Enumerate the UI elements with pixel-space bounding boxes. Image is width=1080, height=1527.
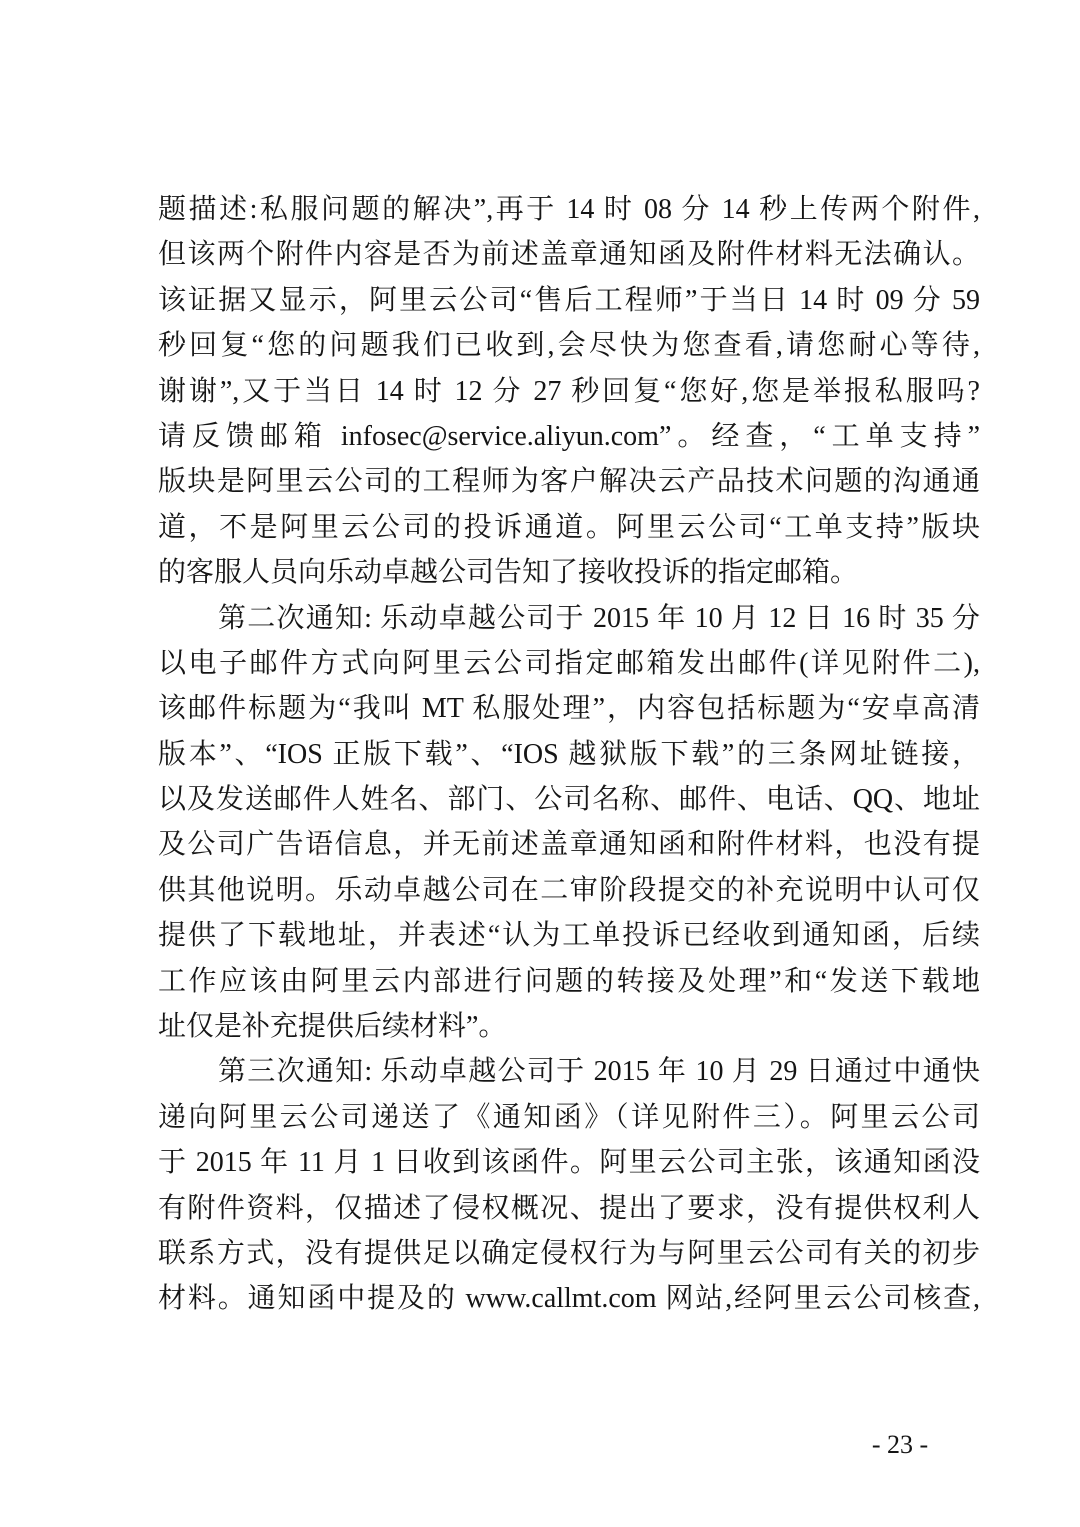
text-line: 道，不是阿里云公司的投诉通道。阿里云公司“工单支持”版块 <box>158 511 980 543</box>
text-line: 联系方式，没有提供足以确定侵权行为与阿里云公司有关的初步 <box>158 1237 980 1269</box>
text-line: 的客服人员向乐动卓越公司告知了接收投诉的指定邮箱。 <box>158 557 859 589</box>
text-line: 有附件资料，仅描述了侵权概况、提出了要求，没有提供权利人 <box>158 1192 980 1224</box>
text-line: 递向阿里云公司递送了《通知函》（详见附件三）。阿里云公司 <box>158 1101 980 1133</box>
text-line: 该邮件标题为“我叫 MT 私服处理”，内容包括标题为“安卓高清 <box>158 693 980 725</box>
text-line: 版块是阿里云公司的工程师为客户解决云产品技术问题的沟通通 <box>158 466 980 498</box>
body-text <box>158 187 980 1322</box>
text-line: 材料。通知函中提及的 www.callmt.com 网站,经阿里云公司核查, <box>158 1283 980 1315</box>
text-line: 题描述:私服问题的解决”,再于 14 时 08 分 14 秒上传两个附件, <box>158 194 980 225</box>
text-line: 址仅是补充提供后续材料”。 <box>158 1011 507 1043</box>
text-line: 但该两个附件内容是否为前述盖章通知函及附件材料无法确认。 <box>158 239 980 271</box>
text-line: 及公司广告语信息，并无前述盖章通知函和附件材料，也没有提 <box>158 829 980 861</box>
paragraph-start-line: 第三次通知: 乐动卓越公司于 2015 年 10 月 29 日通过中通快 <box>218 1056 980 1088</box>
text-line: 该证据又显示，阿里云公司“售后工程师”于当日 14 时 09 分 59 <box>158 284 980 316</box>
text-line: 提供了下载地址，并表述“认为工单投诉已经收到通知函，后续 <box>158 920 980 952</box>
paragraph-start-line: 第二次通知: 乐动卓越公司于 2015 年 10 月 12 日 16 时 35 分 <box>218 602 980 634</box>
text-line: 工作应该由阿里云内部进行问题的转接及处理”和“发送下载地 <box>158 965 980 997</box>
text-line: 请反馈邮箱 infosec@service.aliyun.com”。经查，“工单支持” <box>158 420 980 452</box>
text-line: 以及发送邮件人姓名、部门、公司名称、邮件、电话、QQ、地址 <box>158 784 980 816</box>
text-line: 版本”、“IOS 正版下载”、“IOS 越狱版下载”的三条网址链接， <box>158 738 980 770</box>
text-line: 以电子邮件方式向阿里云公司指定邮箱发出邮件(详见附件二), <box>158 647 980 679</box>
text-line: 秒回复“您的问题我们已收到,会尽快为您查看,请您耐心等待, <box>158 330 980 362</box>
page-number: - 23 - <box>871 1430 929 1459</box>
text-line: 于 2015 年 11 月 1 日收到该函件。阿里云公司主张，该通知函没 <box>158 1147 980 1179</box>
text-line: 谢谢”,又于当日 14 时 12 分 27 秒回复“您好,您是举报私服吗? <box>158 375 980 407</box>
text-line: 供其他说明。乐动卓越公司在二审阶段提交的补充说明中认可仅 <box>158 874 980 906</box>
